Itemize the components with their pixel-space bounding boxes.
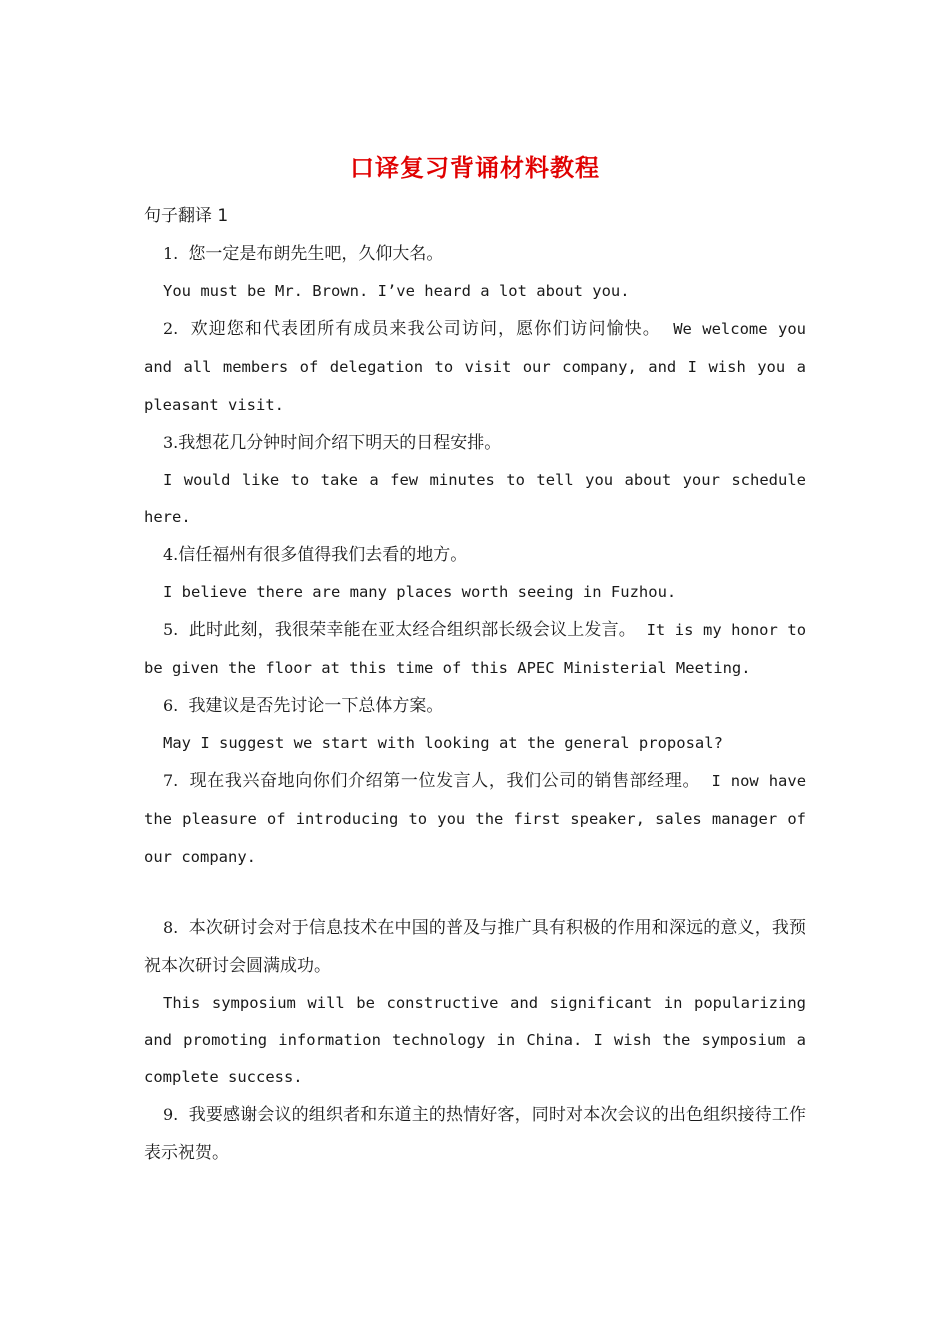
item-text-zh: 我建议是否先讨论一下总体方案。 xyxy=(188,696,444,716)
item-1-en: You must be Mr. Brown. I’ve heard a lot about you. xyxy=(163,282,630,300)
item-8-zh xyxy=(144,909,806,985)
item-4-zh xyxy=(144,536,806,574)
item-6-zh xyxy=(144,687,806,725)
item-text-zh: 此时此刻，我很荣幸能在亚太经合组织部长级会议上发言。 xyxy=(188,620,637,640)
item-number: 2. xyxy=(163,319,179,338)
item-number: 9. xyxy=(163,1105,179,1124)
document-title: 口译复习背诵材料教程 xyxy=(350,153,600,182)
item-text-zh: 本次研讨会对于信息技术在中国的普及与推广具有积极的作用和深远的意义，我预祝本次研讨会圆满成功。 xyxy=(144,918,807,976)
item-number: 6. xyxy=(163,696,179,715)
item-number: 3. xyxy=(163,433,179,452)
item-text-zh: 我想花几分钟时间介绍下明天的日程安排。 xyxy=(178,433,502,453)
section-label: 句子翻译 1 xyxy=(144,206,229,226)
item-3-en: I would like to take a few minutes to tell you about your schedule here. xyxy=(144,471,806,526)
document-page xyxy=(144,148,806,1172)
item-text-zh: 信任福州有很多值得我们去看的地方。 xyxy=(178,545,468,565)
item-number: 4. xyxy=(163,545,179,564)
item-number: 5. xyxy=(163,620,179,639)
item-text-en: We welcome you and all members of delegation to visit our company, and I wish you a pleasant visit. xyxy=(144,320,807,414)
item-text-zh: 我要感谢会议的组织者和东道主的热情好客，同时对本次会议的出色组织接待工作表示祝贺。 xyxy=(144,1105,807,1163)
item-2 xyxy=(144,310,806,424)
item-text-zh: 您一定是布朗先生吧，久仰大名。 xyxy=(188,244,444,264)
item-number: 7. xyxy=(163,771,179,790)
paragraph-spacer xyxy=(144,876,806,909)
item-7 xyxy=(144,762,806,876)
item-number: 8. xyxy=(163,918,179,937)
item-8-en: This symposium will be constructive and significant in popularizing and promoting information technology in China. I wish the symposium a complete success. xyxy=(144,994,806,1086)
item-text-zh: 现在我兴奋地向你们介绍第一位发言人，我们公司的销售部经理。 xyxy=(189,771,701,791)
item-text-en: It is my honor to be given the floor at this time of this APEC Ministerial Meeting. xyxy=(144,621,807,677)
item-text-zh: 欢迎您和代表团所有成员来我公司访问，愿你们访问愉快。 xyxy=(190,319,661,339)
item-1-zh xyxy=(144,235,806,273)
item-5 xyxy=(144,611,806,687)
item-6-en: May I suggest we start with looking at the general proposal? xyxy=(163,734,723,752)
item-number: 1. xyxy=(163,244,179,263)
item-3-zh xyxy=(144,424,806,462)
item-4-en: I believe there are many places worth seeing in Fuzhou. xyxy=(163,583,677,601)
item-text-en: I now have the pleasure of introducing to you the first speaker, sales manager of our company. xyxy=(144,772,807,866)
item-9-zh xyxy=(144,1096,806,1172)
